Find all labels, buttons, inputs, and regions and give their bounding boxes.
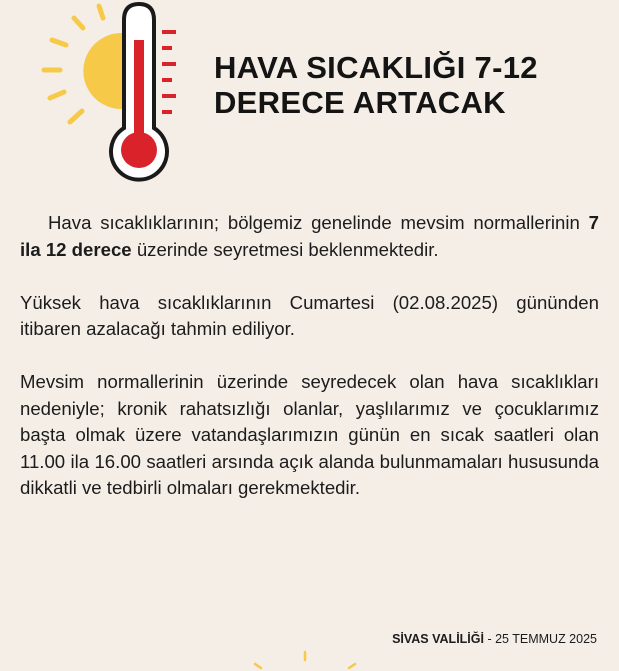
paragraph-1-bold: 7 ila 12 derece (20, 212, 599, 260)
thermometer-mercury (134, 40, 144, 140)
paragraph-2: Yüksek hava sıcaklıklarının Cumartesi (02.08.2025) gününden itibaren azalacağı tahmin ediliyor. (20, 291, 599, 339)
thermometer-bulb (121, 132, 157, 168)
paragraph-1-end: üzerinde seyretmesi beklenmektedir. (131, 238, 439, 260)
announcement-body (20, 210, 599, 528)
paragraph-3: Mevsim normallerinin üzerinde seyredecek olan hava sıcaklıkları nedeniyle; kronik rahatsızlığı olanlar, yaşlılarımız ve çocuklarımız başta olmak üzere vatandaşlarımızın günün en sıcak saatleri olan 11.00 ila 16.00 saatleri arsında açık alanda bulunmamaları hususunda dikkatli ve tedbirli olmaları gerekmektedir. (20, 371, 599, 498)
thermometer-ticks (162, 30, 176, 114)
thermometer-sun-icon (30, 0, 210, 190)
title-line-2: DERECE ARTACAK (214, 85, 506, 120)
footer-signature (392, 632, 597, 646)
footer-org: SİVAS VALİLİĞİ (392, 632, 484, 646)
footer-date: - 25 TEMMUZ 2025 (483, 632, 597, 646)
decorative-rays (240, 648, 370, 671)
paragraph-1 (20, 210, 599, 263)
paragraph-1-start: Hava sıcaklıklarının; bölgemiz genelinde mevsim normallerinin (48, 212, 589, 233)
title-line-1: HAVA SICAKLIĞI 7-12 (214, 50, 538, 85)
page-title (214, 50, 538, 120)
header (0, 0, 619, 200)
